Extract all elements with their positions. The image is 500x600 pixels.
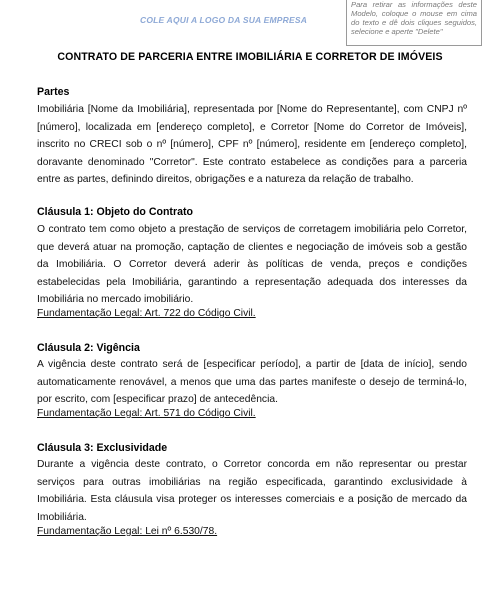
legal-basis-clausula-1: Fundamentação Legal: Art. 722 do Código Civil. bbox=[37, 308, 256, 319]
section-heading-clausula-3: Cláusula 3: Exclusividade bbox=[37, 442, 168, 454]
section-heading-partes: Partes bbox=[37, 86, 70, 98]
section-body-clausula-1: O contrato tem como objeto a prestação de serviços de corretagem imobiliária pelo Corretor, que deverá atuar na promoção, captação de clientes e negociação de imóveis sob a gestão da Imobiliária. O Corretor deverá aderir às políticas de venda, preços e condições estabelecidas pela Imobiliária, garantindo a representação adequada dos interesses da Imobiliária no mercado imobiliário. bbox=[37, 224, 467, 305]
section-body-clausula-3: Durante a vigência deste contrato, o Corretor concorda em não representar ou prestar serviços para outras imobiliárias na região especificada, garantindo exclusividade à Imobiliária. Esta cláusula visa proteger os interesses comerciais e a posição de mercado da Imobiliária. bbox=[37, 459, 467, 523]
legal-basis-clausula-2: Fundamentação Legal: Art. 571 do Código Civil. bbox=[37, 408, 256, 419]
section-heading-clausula-1: Cláusula 1: Objeto do Contrato bbox=[37, 206, 193, 218]
legal-basis-clausula-3: Fundamentação Legal: Lei nº 6.530/78. bbox=[37, 526, 218, 537]
instruction-note: Para retirar as informações deste Modelo, coloque o mouse em cima do texto e dê dois cliques seguidos, selecione e aperte "Delete" bbox=[346, 0, 482, 46]
document-title: CONTRATO DE PARCERIA ENTRE IMOBILIÁRIA E CORRETOR DE IMÓVEIS bbox=[57, 51, 443, 63]
section-body-clausula-2: A vigência deste contrato será de [especificar período], a partir de [data de início], sendo automaticamente renovável, a menos que uma das partes manifeste o desejo de terminá-lo, por escrito, com [especificar prazo] de antecedência. bbox=[37, 359, 467, 405]
section-body-partes: Imobiliária [Nome da Imobiliária], representada por [Nome do Representante], com CNPJ nº [número], localizada em [endereço completo], e Corretor [Nome do Corretor de Imóveis], inscrito no CRECI sob o nº [número], CPF nº [número], residente em [endereço completo], doravante denominado "Corretor". Este contrato estabelece as condições para a parceria entre as partes, definindo direitos, obrigações e a natureza da relação de trabalho. bbox=[37, 104, 467, 185]
logo-placeholder: COLE AQUI A LOGO DA SUA EMPRESA bbox=[140, 15, 308, 25]
section-heading-clausula-2: Cláusula 2: Vigência bbox=[37, 342, 140, 354]
